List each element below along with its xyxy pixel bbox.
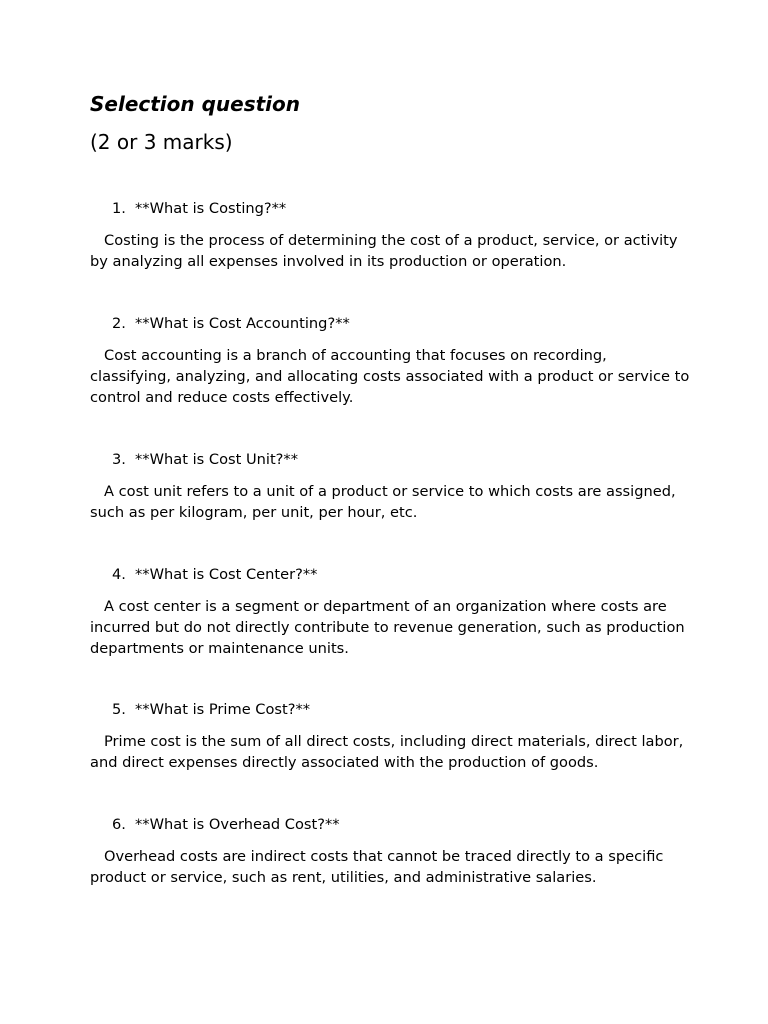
document-title: Selection question bbox=[90, 92, 301, 116]
answer-text: Costing is the process of determining the cost of a product, service, or activity by analyzing all expenses involved in its production or operation. bbox=[90, 232, 678, 270]
answer-text: A cost center is a segment or department of an organization where costs are incurred but do not directly contribute to revenue generation, such as production departments or maintenance units. bbox=[90, 598, 685, 657]
qa-item bbox=[90, 700, 690, 773]
qa-item bbox=[90, 815, 690, 888]
question-number: 3. bbox=[112, 451, 126, 468]
document-page bbox=[90, 90, 690, 888]
question-number: 5. bbox=[112, 701, 126, 718]
question-number: 1. bbox=[112, 200, 126, 217]
qa-item bbox=[90, 450, 690, 523]
qa-item bbox=[90, 565, 690, 659]
question-heading bbox=[90, 815, 690, 835]
question-text: **What is Cost Accounting?** bbox=[135, 315, 350, 332]
question-text: **What is Cost Unit?** bbox=[135, 451, 299, 468]
qa-list bbox=[90, 199, 690, 888]
qa-item bbox=[90, 314, 690, 408]
question-heading bbox=[90, 314, 690, 334]
answer-text: A cost unit refers to a unit of a product or service to which costs are assigned, such as per kilogram, per unit, per hour, etc. bbox=[90, 483, 676, 521]
question-number: 4. bbox=[112, 566, 126, 583]
answer-text: Overhead costs are indirect costs that cannot be traced directly to a specific product or service, such as rent, utilities, and administrative salaries. bbox=[90, 848, 664, 886]
question-heading bbox=[90, 565, 690, 585]
question-number: 6. bbox=[112, 816, 126, 833]
question-heading bbox=[90, 199, 690, 219]
question-text: **What is Cost Center?** bbox=[135, 566, 318, 583]
answer-text: Cost accounting is a branch of accounting that focuses on recording, classifying, analyzing, and allocating costs associated with a product or service to control and reduce costs effectively. bbox=[90, 347, 690, 406]
question-heading bbox=[90, 450, 690, 470]
answer-text: Prime cost is the sum of all direct costs, including direct materials, direct labor, and direct expenses directly associated with the production of goods. bbox=[90, 733, 684, 771]
question-text: **What is Costing?** bbox=[135, 200, 287, 217]
document-subtitle: (2 or 3 marks) bbox=[90, 130, 233, 154]
question-text: **What is Overhead Cost?** bbox=[135, 816, 340, 833]
question-number: 2. bbox=[112, 315, 126, 332]
question-heading bbox=[90, 700, 690, 720]
qa-item bbox=[90, 199, 690, 272]
question-text: **What is Prime Cost?** bbox=[135, 701, 311, 718]
